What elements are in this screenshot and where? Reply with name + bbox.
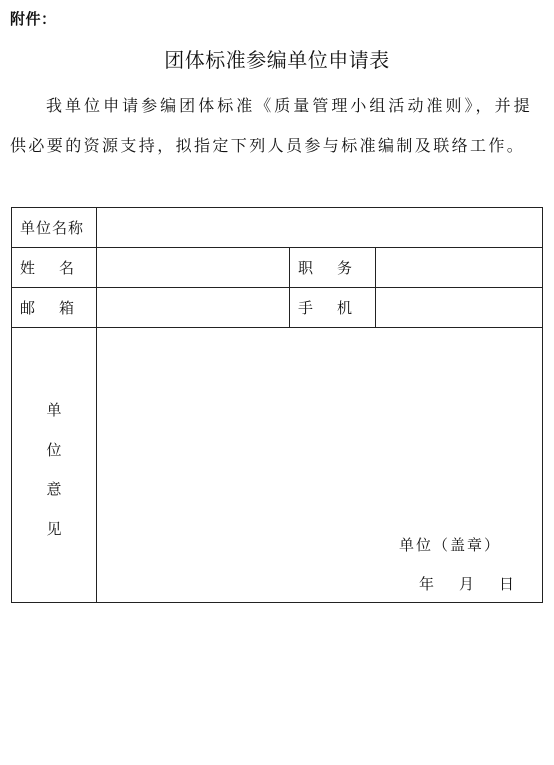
name-field[interactable] — [97, 248, 290, 288]
email-label-char-2: 箱 — [59, 299, 75, 317]
unit-opinion-label — [12, 328, 97, 603]
position-field[interactable] — [376, 248, 543, 288]
unit-name-field[interactable] — [97, 208, 543, 248]
unit-opinion-char: 位 — [46, 440, 62, 459]
email-label — [12, 288, 97, 328]
unit-opinion-char: 单 — [46, 401, 62, 419]
unit-opinion-char: 意 — [46, 480, 62, 498]
phone-field[interactable] — [376, 288, 543, 328]
name-label-char-2: 名 — [59, 259, 75, 277]
phone-label-char-1: 手 — [298, 299, 338, 317]
form-title: 团体标准参编单位申请表 — [164, 48, 390, 72]
name-label-char-1: 姓 — [20, 259, 60, 277]
signature-date — [419, 573, 514, 594]
name-label — [12, 248, 97, 288]
position-label-char-2: 务 — [337, 259, 353, 277]
date-month-label: 月 — [459, 575, 475, 593]
unit-seal-label: 单位（盖章） — [399, 536, 502, 554]
phone-label — [290, 288, 376, 328]
application-statement: 我单位申请参编团体标准《质量管理小组活动准则》，并提供必要的资源支持，拟指定下列人员参与标准编制及联络工作。 — [10, 96, 532, 155]
unit-name-row — [12, 208, 543, 248]
position-label — [290, 248, 376, 288]
unit-opinion-field[interactable] — [97, 328, 543, 603]
unit-opinion-row — [12, 328, 543, 603]
position-label-char-1: 职 — [298, 259, 338, 277]
application-form-table — [11, 207, 543, 603]
name-position-row — [12, 248, 543, 288]
email-label-char-1: 邮 — [20, 299, 60, 317]
unit-opinion-char: 见 — [46, 519, 62, 538]
email-phone-row — [12, 288, 543, 328]
phone-label-char-2: 机 — [337, 299, 353, 317]
date-year-label: 年 — [419, 575, 435, 593]
attachment-label: 附件： — [10, 10, 57, 28]
email-field[interactable] — [97, 288, 290, 328]
unit-name-label: 单位名称 — [12, 208, 97, 248]
date-day-label: 日 — [499, 575, 515, 593]
